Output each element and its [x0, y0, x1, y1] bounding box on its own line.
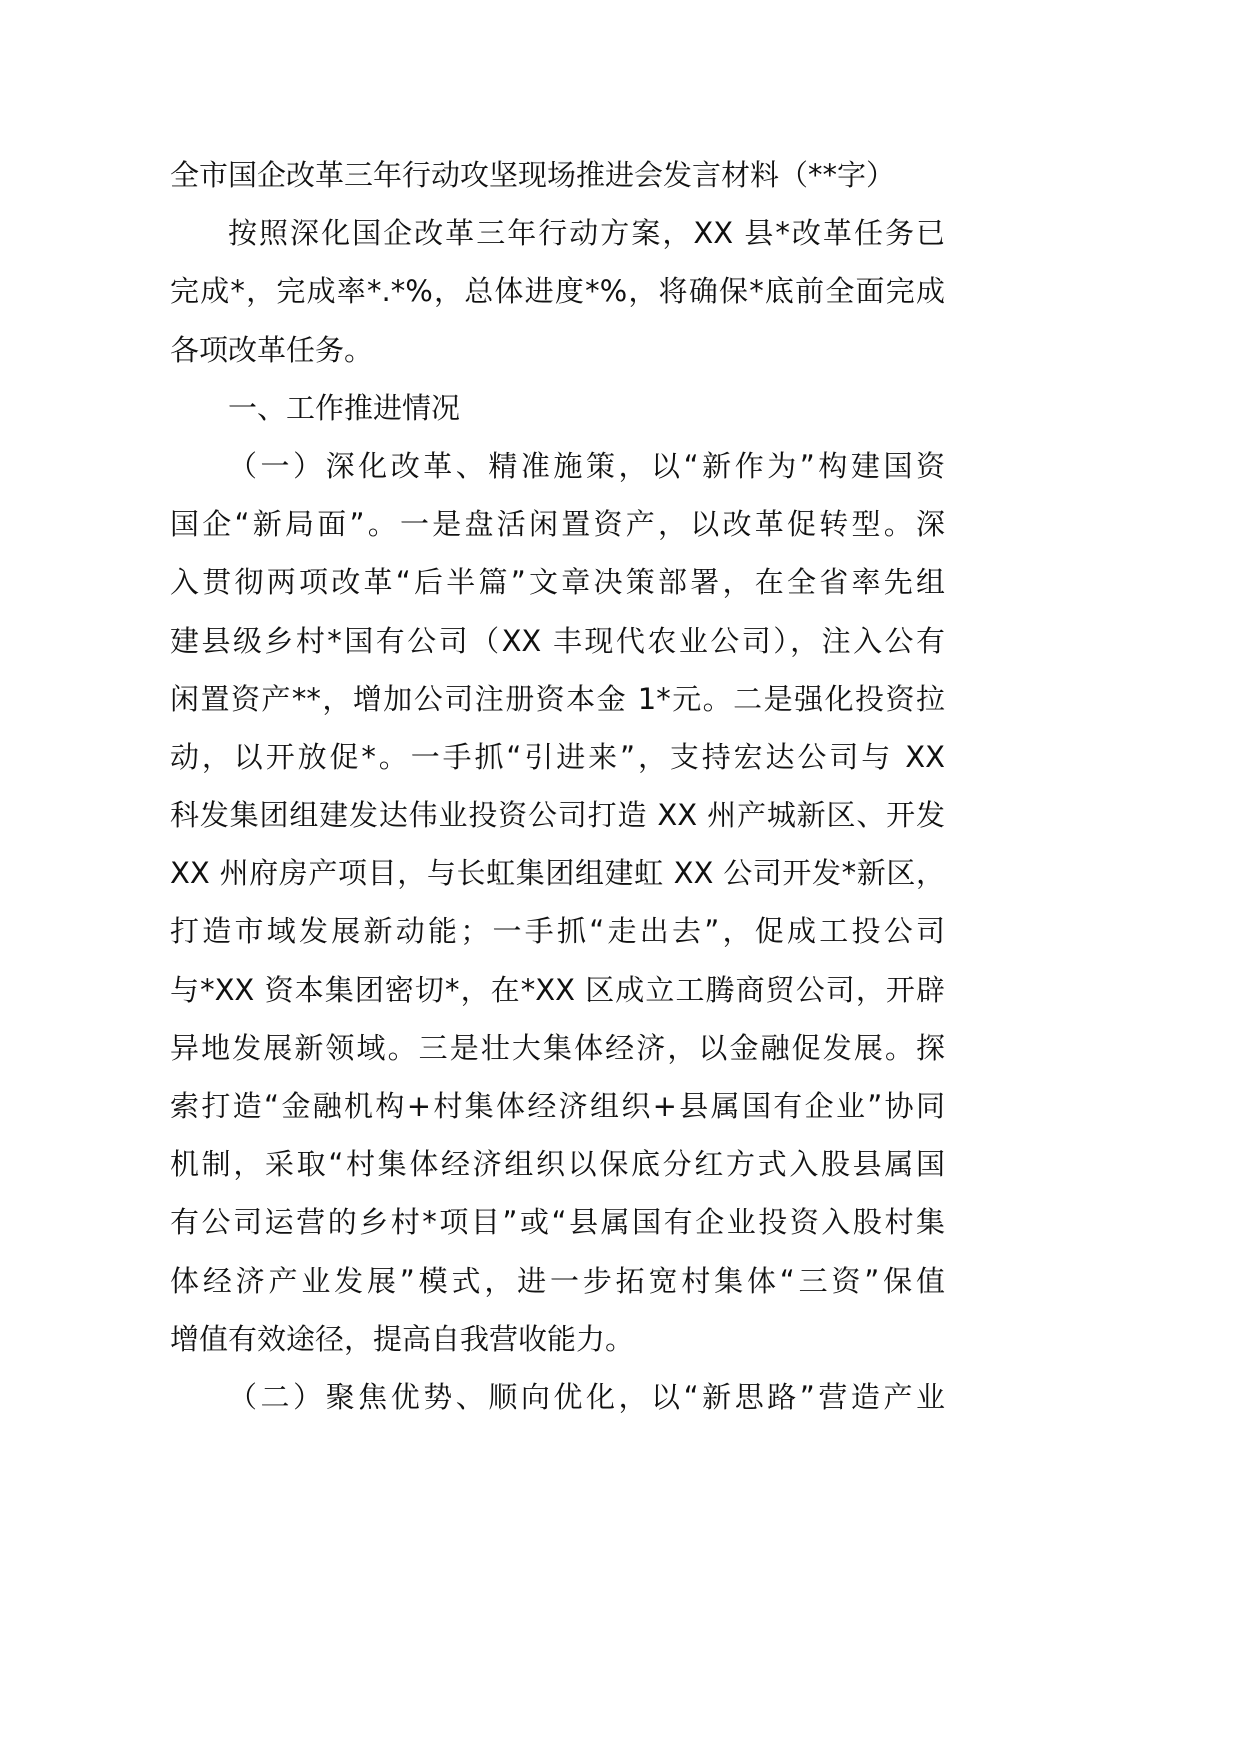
paragraph-line: 入贯彻两项改革“后半篇”文章决策部署，在全省率先组: [170, 565, 945, 600]
paragraph-line: 与*XX 资本集团密切*，在*XX 区成立工腾商贸公司，开辟: [170, 972, 945, 1007]
paragraph-line: 各项改革任务。: [170, 332, 374, 367]
paragraph-line: 体经济产业发展”模式，进一步拓宽村集体“三资”保值: [170, 1263, 945, 1298]
document-body: [170, 150, 945, 1430]
paragraph-line: 异地发展新领域。三是壮大集体经济，以金融促发展。探: [170, 1030, 945, 1065]
paragraph-line: 打造市域发展新动能；一手抓“走出去”，促成工投公司: [170, 914, 945, 949]
paragraph-line: 动，以开放促*。一手抓“引进来”，支持宏达公司与 XX: [170, 739, 945, 774]
paragraph-line: （二）聚焦优势、顺向优化，以“新思路”营造产业: [228, 1379, 945, 1414]
paragraph-line: 建县级乡村*国有公司（XX 丰现代农业公司），注入公有: [170, 623, 945, 658]
paragraph-line: 机制，采取“村集体经济组织以保底分红方式入股县属国: [170, 1147, 945, 1182]
paragraph-line: 国企“新局面”。一是盘活闲置资产，以改革促转型。深: [170, 507, 945, 542]
document-title: 全市国企改革三年行动攻坚现场推进会发言材料（**字）: [170, 158, 896, 192]
paragraph-line: 按照深化国企改革三年行动方案，XX 县*改革任务已: [228, 216, 945, 251]
intro-paragraph: [170, 208, 945, 383]
paragraph-line: （一）深化改革、精准施策，以“新作为”构建国资: [228, 448, 945, 483]
paragraph-line: 索打造“金融机构+村集体经济组织+县属国有企业”协同: [170, 1089, 945, 1123]
paragraph-line: 科发集团组建发达伟业投资公司打造 XX 州产城新区、开发: [170, 798, 945, 833]
paragraph-line: 完成*，完成率*.*%，总体进度*%，将确保*底前全面完成: [170, 274, 945, 309]
subsection-2-paragraph: [170, 1372, 945, 1430]
section-heading: 一、工作推进情况: [228, 390, 461, 425]
paragraph-line: XX 州府房产项目，与长虹集团组建虹 XX 公司开发*新区，: [170, 856, 945, 891]
paragraph-line: 闲置资产**，增加公司注册资本金 1*元。二是强化投资拉: [170, 681, 945, 716]
paragraph-line: 增值有效途径，提高自我营收能力。: [170, 1321, 635, 1356]
subsection-1-paragraph: [170, 441, 945, 1372]
paragraph-line: 有公司运营的乡村*项目”或“县属国有企业投资入股村集: [170, 1205, 945, 1240]
